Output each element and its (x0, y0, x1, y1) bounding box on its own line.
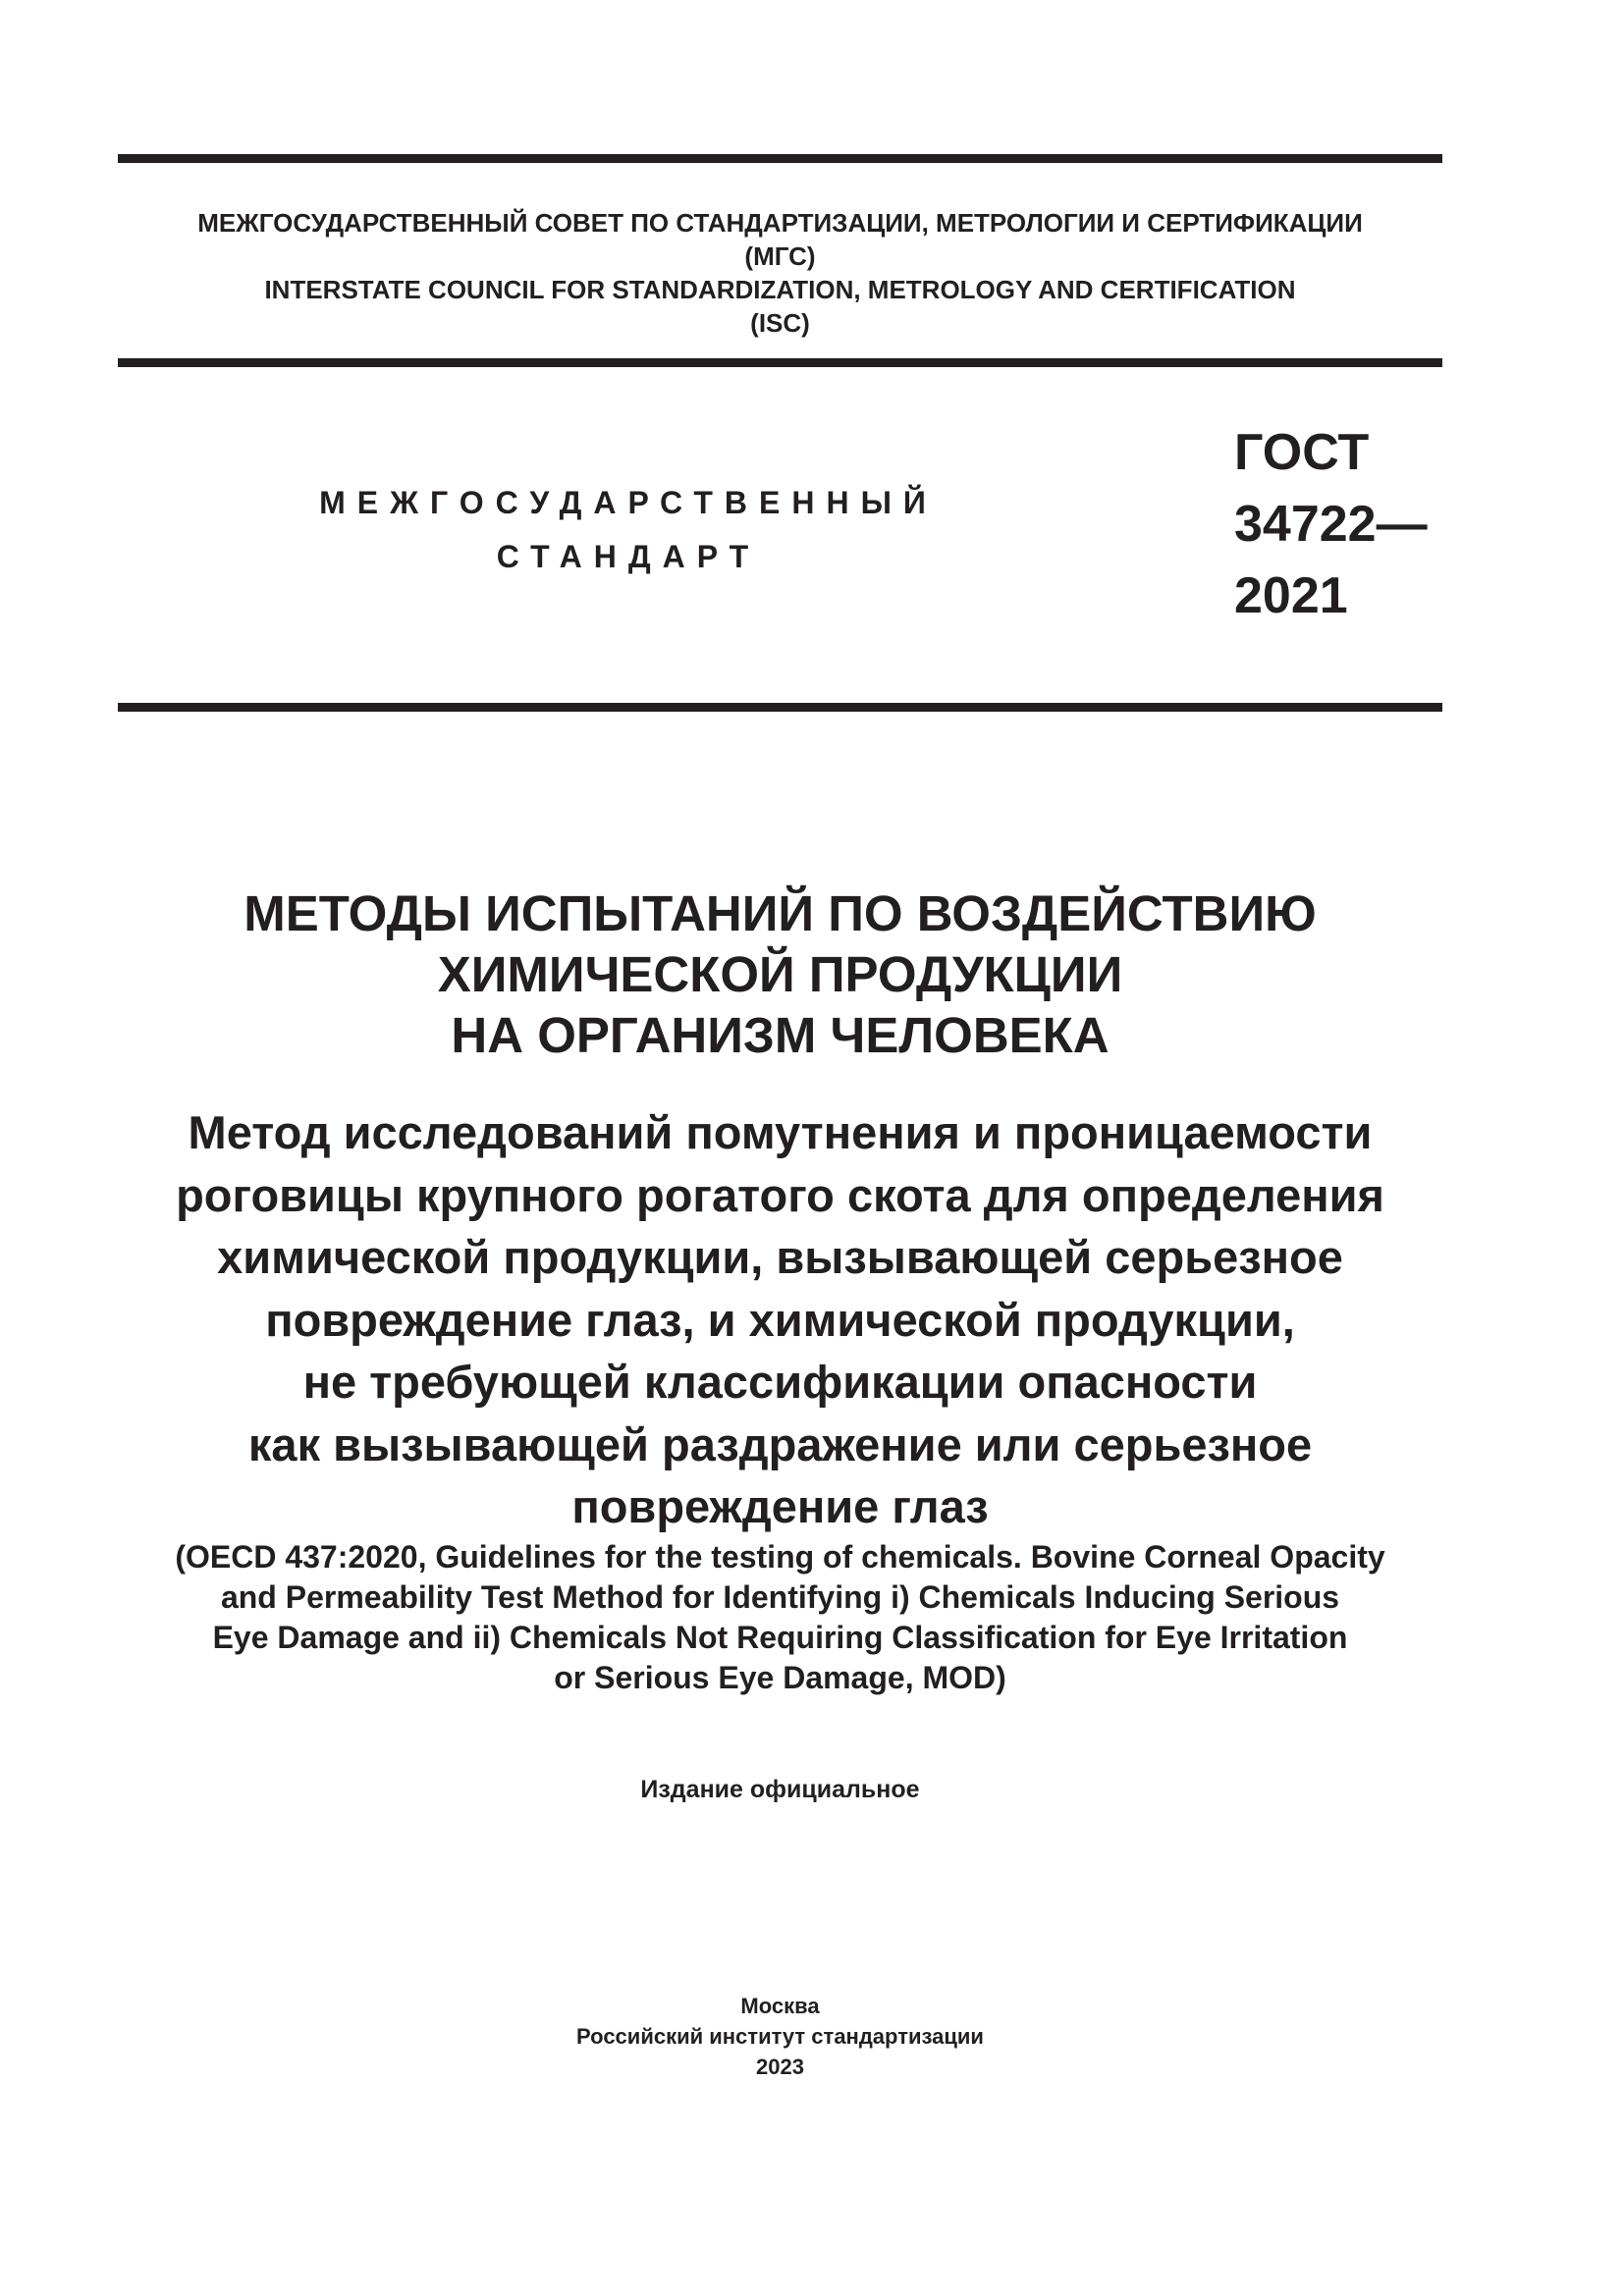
designation-prefix: ГОСТ (1234, 424, 1370, 481)
council-ru-abbr: (МГС) (744, 241, 816, 271)
designation-year: 2021 (1234, 567, 1348, 624)
standard-designation (1234, 417, 1428, 632)
english-title-line: and Permeability Test Method for Identifying i) Chemicals Inducing Serious (220, 1579, 1340, 1615)
standard-type-line2: СТАНДАРТ (496, 539, 761, 574)
english-title-line: Eye Damage and ii) Chemicals Not Requiring Classification for Eye Irritation (212, 1620, 1348, 1655)
top-rule (118, 154, 1442, 163)
subtitle-line: повреждение глаз, и химической продукции, (265, 1293, 1295, 1346)
document-subtitle (118, 1101, 1442, 1538)
council-ru-name: МЕЖГОСУДАРСТВЕННЫЙ СОВЕТ ПО СТАНДАРТИЗАЦИИ, МЕТРОЛОГИИ И СЕРТИФИКАЦИИ (197, 208, 1363, 238)
subtitle-line: роговицы крупного рогатого скота для определения (176, 1168, 1384, 1221)
middle-rule (118, 358, 1442, 367)
standard-type-line1: МЕЖГОСУДАРСТВЕННЫЙ (319, 485, 938, 520)
imprint-year: 2023 (756, 2055, 804, 2079)
subtitle-line: повреждение глаз (571, 1480, 989, 1532)
subtitle-line: химической продукции, вызывающей серьезное (217, 1231, 1343, 1283)
designation-number: 34722— (1234, 496, 1428, 553)
main-title-line: НА ОРГАНИЗМ ЧЕЛОВЕКА (451, 1007, 1110, 1063)
imprint-city: Москва (740, 1994, 820, 2018)
main-title-line: ХИМИЧЕСКОЙ ПРОДУКЦИИ (437, 946, 1123, 1002)
main-title-line: МЕТОДЫ ИСПЫТАНИЙ ПО ВОЗДЕЙСТВИЮ (244, 885, 1317, 941)
edition-label: Издание официальное (640, 1776, 920, 1803)
english-title-line: or Serious Eye Damage, MOD) (554, 1660, 1006, 1695)
english-reference-title (118, 1537, 1442, 1698)
document-main-title (118, 883, 1442, 1066)
bottom-rule (118, 703, 1442, 712)
council-en-name: INTERSTATE COUNCIL FOR STANDARDIZATION, METROLOGY AND CERTIFICATION (264, 275, 1296, 304)
subtitle-line: не требующей классификации опасности (302, 1356, 1258, 1408)
subtitle-line: Метод исследований помутнения и проницаемости (188, 1106, 1373, 1158)
english-title-line: (OECD 437:2020, Guidelines for the testing of chemicals. Bovine Corneal Opacity (175, 1539, 1385, 1575)
subtitle-line: как вызывающей раздражение или серьезное (247, 1417, 1313, 1470)
council-header (118, 206, 1442, 340)
imprint (118, 1991, 1442, 2082)
imprint-publisher: Российский институт стандартизации (576, 2024, 984, 2049)
council-en-abbr: (ISC) (750, 308, 810, 338)
standard-type (285, 476, 972, 584)
